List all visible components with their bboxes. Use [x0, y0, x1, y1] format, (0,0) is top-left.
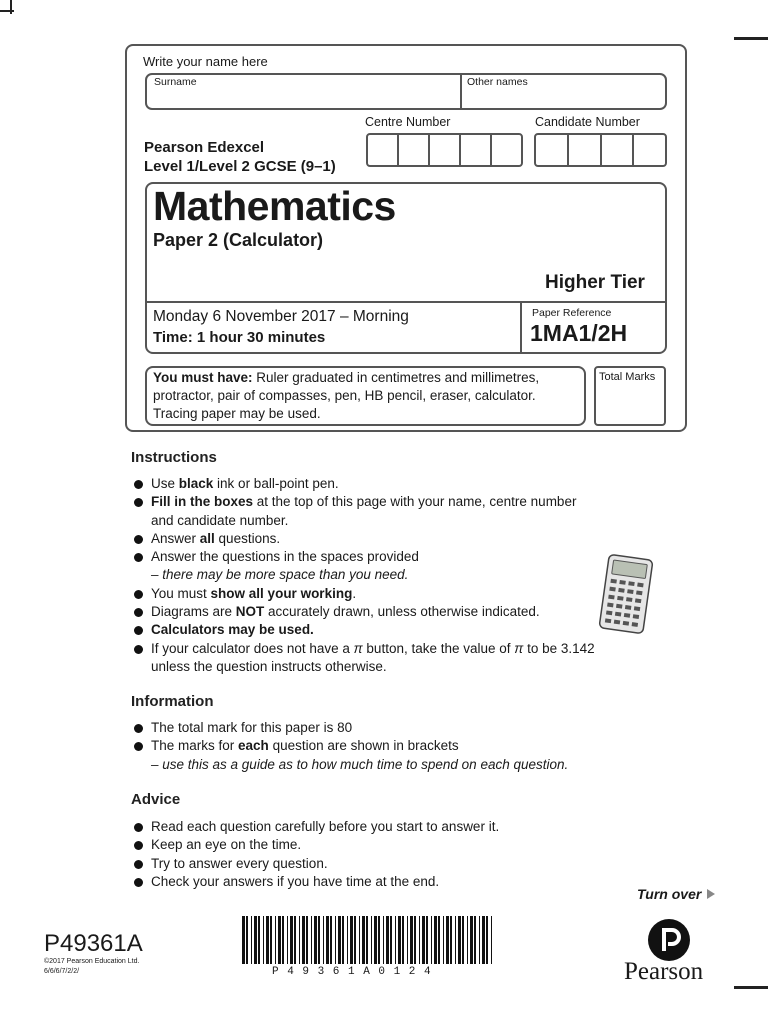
copyright: ©2017 Pearson Education Ltd. 6/6/6/7/2/2/: [44, 958, 140, 975]
subject-title: Mathematics: [153, 183, 396, 229]
side-mark: [734, 986, 768, 989]
divider: [146, 301, 666, 303]
divider: [520, 302, 522, 352]
name-field[interactable]: [145, 73, 667, 110]
information-list: [131, 719, 601, 774]
information-heading: Information: [131, 693, 214, 710]
instructions-heading: Instructions: [131, 449, 217, 466]
write-name-label: Write your name here: [143, 54, 268, 69]
paper-reference: 1MA1/2H: [530, 320, 628, 346]
list-item: Fill in the boxes at the top of this page with your name, centre number and candidate number.: [131, 493, 601, 530]
instructions-list: [131, 475, 601, 676]
crop-mark: [10, 0, 12, 14]
calculator-icon: [594, 553, 658, 635]
pearson-logo-icon: [648, 919, 690, 961]
list-item: If your calculator does not have a π button, take the value of π to be 3.142 unless the question instructs otherwise.: [131, 640, 601, 677]
list-item: The marks for each question are shown in brackets – use this as a guide as to how much time to spend on each question.: [131, 737, 601, 774]
must-have-text: You must have: Ruler graduated in centimetres and millimetres, protractor, pair of compasses, pen, HB pencil, eraser, calculator. Tracing paper may be used.: [153, 370, 540, 421]
list-item: Calculators may be used.: [131, 621, 601, 639]
side-mark: [734, 37, 768, 40]
advice-heading: Advice: [131, 791, 181, 808]
name-divider: [460, 73, 462, 110]
list-item: The total mark for this paper is 80: [131, 719, 601, 737]
exam-date: Monday 6 November 2017 – Morning: [153, 308, 409, 325]
paper-code: P49361A: [44, 930, 143, 957]
list-item: Answer all questions.: [131, 530, 601, 548]
total-marks-label: Total Marks: [599, 371, 656, 383]
turn-over-arrow-icon: [707, 889, 715, 899]
candidate-number-label: Candidate Number: [535, 115, 640, 129]
list-item: You must show all your working.: [131, 585, 601, 603]
paper-reference-label: Paper Reference: [532, 307, 612, 319]
list-item: Diagrams are NOT accurately drawn, unless otherwise indicated.: [131, 603, 601, 621]
list-item: Check your answers if you have time at the end.: [131, 873, 601, 891]
barcode: [242, 916, 494, 966]
exam-time: Time: 1 hour 30 minutes: [153, 329, 326, 346]
list-item: Read each question carefully before you start to answer it.: [131, 818, 601, 836]
tier-label: Higher Tier: [545, 272, 645, 293]
advice-list: [131, 818, 601, 891]
list-item: Keep an eye on the time.: [131, 836, 601, 854]
paper-title: Paper 2 (Calculator): [153, 230, 324, 250]
list-item: Answer the questions in the spaces provided – there may be more space than you need.: [131, 548, 601, 585]
surname-label: Surname: [154, 76, 197, 88]
turn-over: Turn over: [637, 886, 715, 902]
list-item: Try to answer every question.: [131, 855, 601, 873]
barcode-text: P49361A0124: [272, 966, 440, 978]
publisher-name: Pearson: [624, 958, 704, 985]
candidate-number-field[interactable]: [534, 133, 667, 167]
list-item: Use black ink or ball-point pen.: [131, 475, 601, 493]
centre-number-label: Centre Number: [365, 115, 451, 129]
exam-board: Pearson Edexcel Level 1/Level 2 GCSE (9–1): [144, 139, 336, 175]
other-names-label: Other names: [467, 76, 528, 88]
centre-number-field[interactable]: [366, 133, 523, 167]
